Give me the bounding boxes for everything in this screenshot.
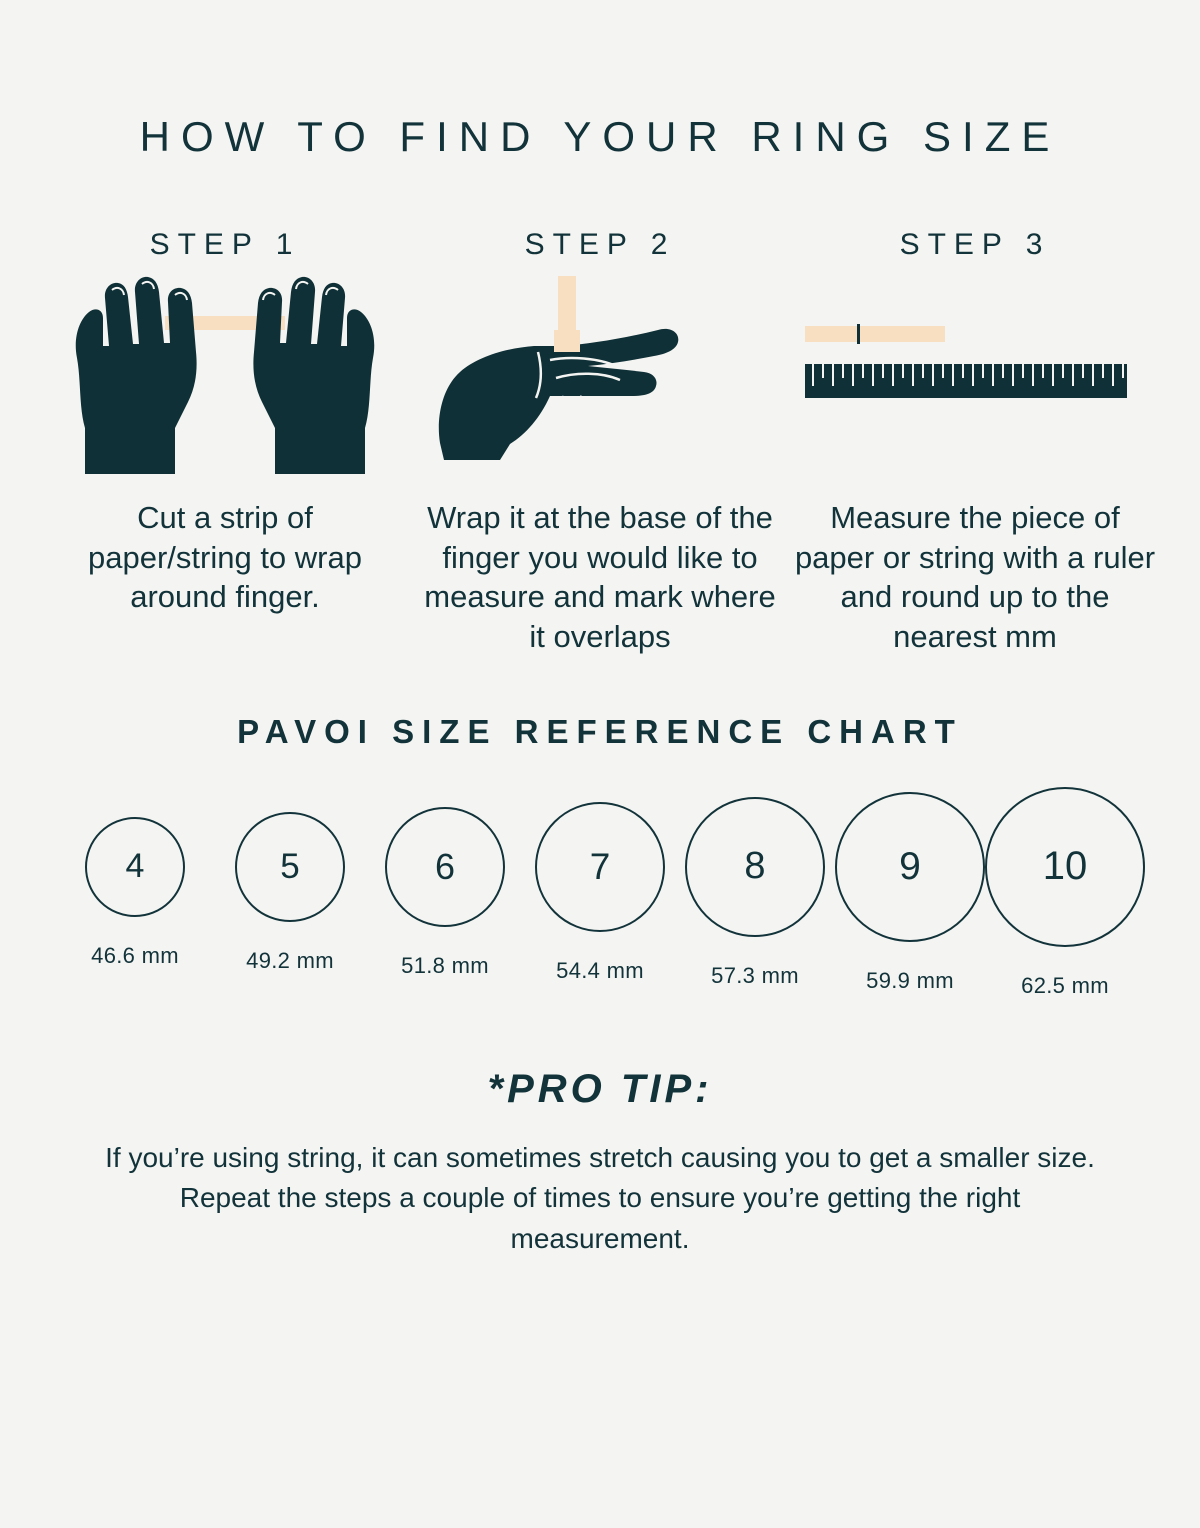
ring-size-circle: 7 — [535, 802, 665, 932]
step-2-title: STEP 2 — [524, 228, 676, 262]
step-1 — [40, 228, 410, 657]
step-3-title: STEP 3 — [899, 228, 1051, 262]
step-1-title: STEP 1 — [149, 228, 301, 262]
ruler-measuring-strip-icon — [805, 268, 1145, 498]
ring-size-cell — [213, 812, 368, 974]
size-reference-chart — [0, 787, 1200, 999]
ring-size-mm: 51.8 mm — [401, 952, 489, 978]
ring-size-circle: 6 — [385, 807, 505, 927]
ring-size-cell — [368, 807, 523, 979]
ring-size-guide-page — [0, 28, 1200, 1528]
step-3 — [790, 228, 1160, 657]
ring-size-cell — [833, 792, 988, 994]
step-1-text: Cut a strip of paper/string to wrap around finger. — [88, 500, 362, 615]
ring-size-circle: 5 — [235, 812, 345, 922]
ring-size-circle: 4 — [85, 817, 185, 917]
size-chart-title: PAVOI SIZE REFERENCE CHART — [237, 712, 963, 750]
ring-size-cell — [523, 802, 678, 984]
two-hands-holding-paper-strip-icon — [55, 268, 395, 498]
ring-size-mm: 54.4 mm — [556, 957, 644, 983]
step-2 — [415, 228, 785, 657]
ring-size-circle: 9 — [835, 792, 985, 942]
step-3-text: Measure the piece of paper or string with a ruler and round up to the nearest mm — [794, 500, 1156, 655]
ring-size-cell — [58, 817, 213, 969]
ring-size-mm: 59.9 mm — [866, 967, 954, 993]
ring-size-mm: 49.2 mm — [246, 947, 334, 973]
step-2-text: Wrap it at the base of the finger you would like to measure and mark where it overlaps — [424, 500, 776, 655]
ring-size-mm: 62.5 mm — [1021, 972, 1109, 998]
ring-size-cell — [988, 787, 1143, 999]
pro-tip-body: If you’re using string, it can sometimes stretch causing you to get a smaller size. Repeat the steps a couple of times to ensure you’re getting the right measurement. — [105, 1141, 1095, 1254]
ring-size-circle: 8 — [685, 797, 825, 937]
ring-size-cell — [678, 797, 833, 989]
ring-size-mm: 46.6 mm — [91, 942, 179, 968]
pro-tip-heading: *PRO TIP: — [487, 1066, 713, 1111]
ring-size-circle: 10 — [985, 787, 1145, 947]
hand-with-strip-wrapped-on-finger-icon — [430, 268, 770, 498]
page-title: HOW TO FIND YOUR RING SIZE — [139, 113, 1061, 161]
ring-size-mm: 57.3 mm — [711, 962, 799, 988]
steps-row — [0, 228, 1200, 657]
